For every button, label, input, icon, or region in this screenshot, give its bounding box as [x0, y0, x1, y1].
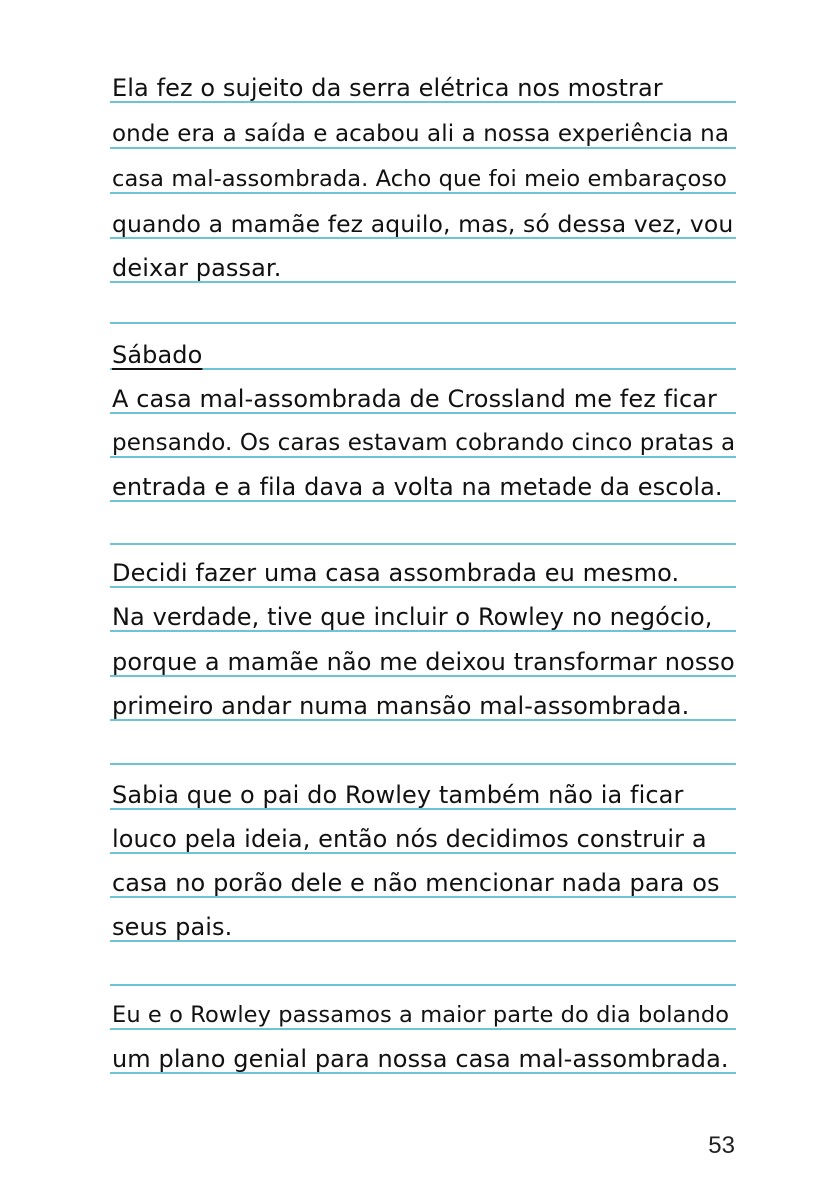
ruled-line — [110, 984, 736, 986]
text-line: primeiro andar numa mansão mal-assombrada. — [112, 692, 690, 720]
text-line: porque a mamãe não me deixou transformar nosso — [112, 648, 735, 676]
section-heading: Sábado — [112, 341, 203, 369]
text-line: Decidi fazer uma casa assombrada eu mesmo. — [112, 559, 680, 587]
ruled-line — [110, 763, 736, 765]
text-line: onde era a saída e acabou ali a nossa experiência na — [112, 121, 730, 147]
text-line: casa mal-assombrada. Acho que foi meio embaraçoso — [112, 166, 728, 192]
text-line: A casa mal-assombrada de Crossland me fez ficar — [112, 385, 718, 413]
text-line: entrada e a fila dava a volta na metade da escola. — [112, 473, 723, 501]
text-line: Na verdade, tive que incluir o Rowley no negócio, — [112, 603, 713, 631]
text-line: Sabia que o pai do Rowley também não ia ficar — [112, 781, 684, 809]
text-line: casa no porão dele e não mencionar nada para os — [112, 869, 720, 897]
text-line: um plano genial para nossa casa mal-assombrada. — [112, 1045, 729, 1073]
text-line: quando a mamãe fez aquilo, mas, só dessa vez, vou — [112, 210, 734, 238]
ruled-line — [110, 543, 736, 545]
page-number: 53 — [708, 1132, 735, 1159]
text-line: deixar passar. — [112, 254, 282, 282]
text-line: Ela fez o sujeito da serra elétrica nos mostrar — [112, 74, 663, 102]
text-line: Eu e o Rowley passamos a maior parte do dia bolando — [112, 1002, 730, 1028]
ruled-line — [110, 322, 736, 324]
text-line: louco pela ideia, então nós decidimos construir a — [112, 825, 707, 853]
text-line: pensando. Os caras estavam cobrando cinco pratas a — [112, 430, 736, 456]
text-line: seus pais. — [112, 913, 233, 941]
